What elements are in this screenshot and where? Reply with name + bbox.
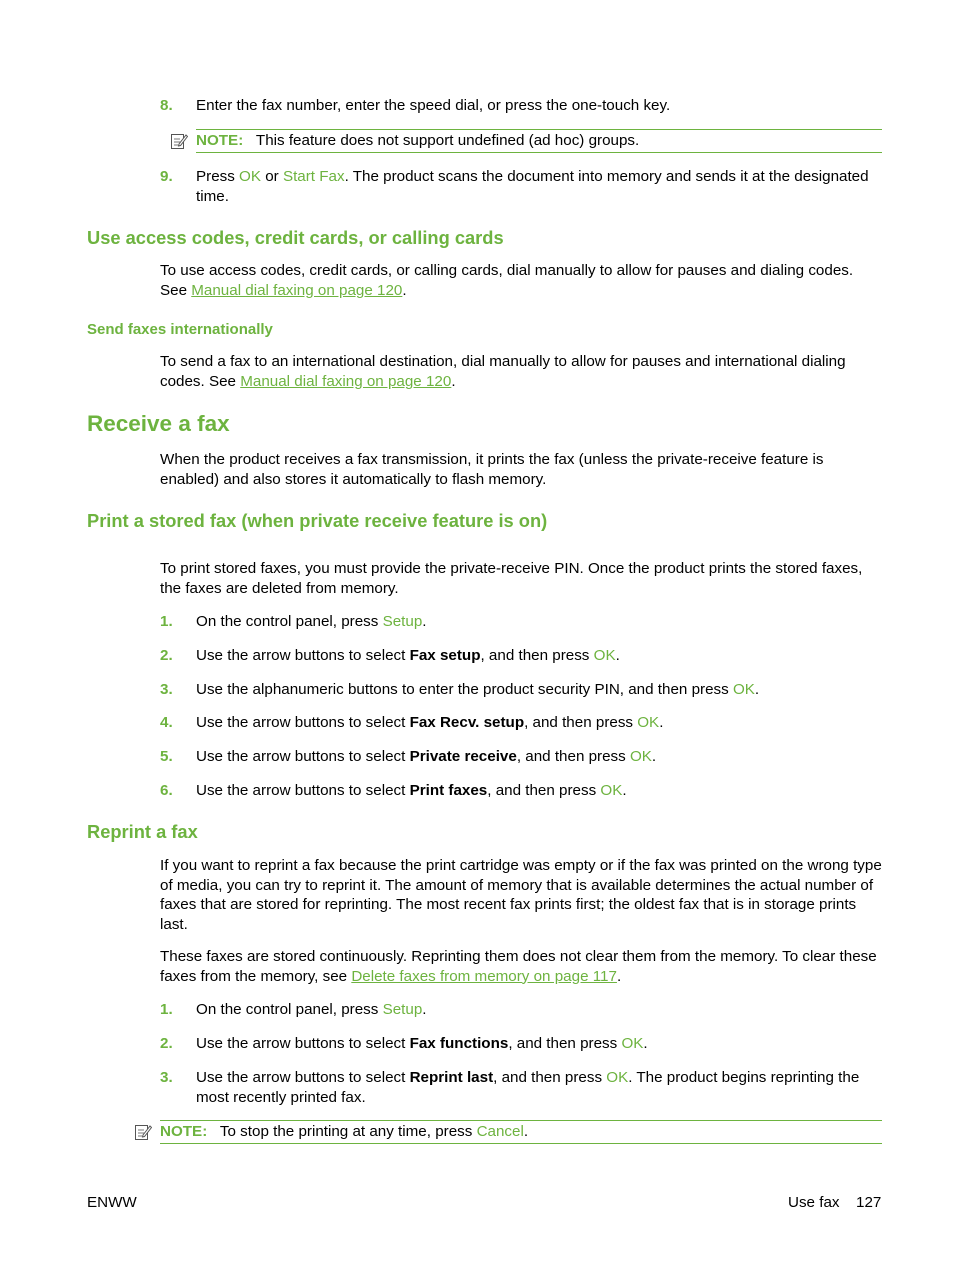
control-key: OK <box>637 714 660 731</box>
paragraph-text: . <box>402 281 407 299</box>
section-heading-international: Send faxes internationally <box>87 321 273 338</box>
step-text <box>196 747 882 767</box>
step-text-part: Use the alphanumeric buttons to enter the product security PIN, and then press <box>196 681 733 698</box>
step-text-part: Use the arrow buttons to select <box>196 1069 410 1086</box>
note-pencil-icon <box>170 132 188 150</box>
link-manual-dial-faxing[interactable]: Manual dial faxing on page 120 <box>191 281 403 299</box>
link-delete-faxes[interactable]: Delete faxes from memory on page 117 <box>351 967 617 985</box>
step-text-part: . <box>422 613 427 630</box>
menu-item-name: Fax functions <box>409 1035 509 1052</box>
note-text: To stop the printing at any time, press <box>219 1123 477 1140</box>
footer-left: ENWW <box>87 1194 137 1211</box>
step-number: 1. <box>160 613 173 630</box>
paragraph-text: . <box>616 967 622 985</box>
paragraph <box>160 261 882 300</box>
paragraph-text: These faxes are stored continuously. Reprinting them does not clear them from the memory. To clear these faxes from the memory, see <box>160 948 877 985</box>
step-number: 5. <box>160 748 173 765</box>
menu-item-name: Fax setup <box>409 647 481 664</box>
step-text-part: . <box>659 714 664 731</box>
menu-item-name: Fax Recv. setup <box>409 714 525 731</box>
control-key: OK <box>732 681 755 698</box>
step-text-part: . <box>622 782 627 799</box>
control-key: OK <box>606 1069 629 1086</box>
step-text-part: . <box>422 1001 427 1018</box>
step-text <box>196 1068 882 1107</box>
page-title-receive-fax: Receive a fax <box>87 411 230 436</box>
step-text-part: . <box>754 681 760 698</box>
step-text-part: Use the arrow buttons to select <box>196 714 410 731</box>
step-text-part: or <box>261 168 283 185</box>
step-number: 3. <box>160 681 173 698</box>
step-text-part: , and then press <box>516 748 630 765</box>
step-text-part: Use the arrow buttons to select <box>196 647 410 664</box>
note-box <box>160 1120 882 1144</box>
step-text-part: . <box>643 1035 648 1052</box>
step-text <box>196 1000 882 1020</box>
step-text-part: . <box>615 647 620 664</box>
step-text-part: . <box>651 748 657 765</box>
note-content <box>160 1122 528 1142</box>
step-text <box>196 612 882 632</box>
section-heading-print-stored-fax: Print a stored fax (when private receive feature is on) <box>87 510 548 531</box>
step-number: 3. <box>160 1069 173 1086</box>
control-key: OK <box>600 782 623 799</box>
ok-key: OK <box>239 168 261 185</box>
step-text <box>196 646 882 666</box>
paragraph <box>160 352 882 391</box>
page-number: 127 <box>856 1194 882 1211</box>
paragraph: When the product receives a fax transmission, it prints the fax (unless the private-receive feature is enabled) and also stores it automatically to flash memory. <box>160 451 824 488</box>
control-key: Setup <box>382 613 423 630</box>
cancel-key: Cancel <box>476 1123 524 1140</box>
step-number: 1. <box>160 1001 173 1018</box>
control-key: OK <box>621 1035 644 1052</box>
step-text-part: On the control panel, press <box>196 613 383 630</box>
control-key: OK <box>593 647 616 664</box>
paragraph-text: To use access codes, credit cards, or calling cards, dial manually to allow for pauses and dialing codes. See <box>160 262 854 299</box>
step-text <box>196 167 882 206</box>
link-manual-dial-faxing[interactable]: Manual dial faxing on page 120 <box>240 372 452 390</box>
note-content <box>196 131 639 151</box>
step-text-part: . The product scans the document into memory and sends it at the designated time. <box>196 168 869 205</box>
step-number: 9. <box>160 168 173 185</box>
paragraph: If you want to reprint a fax because the print cartridge was empty or if the fax was printed on the wrong type of media, you can try to reprint it. The amount of memory that is available determines the actual number of faxes that are stored for reprinting. The most recent fax prints first; the oldest fax that is in storage prints last. <box>160 857 882 933</box>
step-number: 4. <box>160 714 173 731</box>
note-text: . <box>523 1123 529 1140</box>
section-heading-reprint-fax: Reprint a fax <box>87 821 198 842</box>
step-number: 2. <box>160 1035 173 1052</box>
control-key: Setup <box>382 1001 423 1018</box>
step-number: 8. <box>160 97 173 114</box>
paragraph <box>160 947 882 986</box>
step-text <box>196 680 882 700</box>
note-pencil-icon <box>134 1123 152 1141</box>
step-number: 2. <box>160 647 173 664</box>
menu-item-name: Reprint last <box>409 1069 494 1086</box>
control-key: OK <box>629 748 652 765</box>
step-text-part: , and then press <box>480 647 594 664</box>
note-text: This feature does not support undefined (ad hoc) groups. <box>255 132 640 149</box>
step-text-part: , and then press <box>487 782 601 799</box>
menu-item-name: Print faxes <box>409 782 488 799</box>
step-text-part: Press <box>196 168 240 185</box>
step-text <box>196 1034 882 1054</box>
paragraph: To print stored faxes, you must provide the private-receive PIN. Once the product prints the stored faxes, the faxes are deleted from memory. <box>160 560 863 597</box>
footer-chapter: Use fax <box>788 1194 840 1211</box>
note-label: NOTE: <box>160 1123 208 1140</box>
paragraph-text: . <box>451 372 456 390</box>
step-text-part: Use the arrow buttons to select <box>196 748 410 765</box>
step-number: 6. <box>160 782 173 799</box>
step-text-part: , and then press <box>524 714 638 731</box>
step-text <box>196 713 882 733</box>
step-text <box>196 781 882 801</box>
step-text-part: . The product begins reprinting the most recently printed fax. <box>196 1069 860 1106</box>
paragraph-text: To send a fax to an international destination, dial manually to allow for pauses and international dialing codes. See <box>160 353 846 390</box>
note-box <box>196 129 882 153</box>
step-text: Enter the fax number, enter the speed dial, or press the one-touch key. <box>196 97 671 114</box>
step-text-part: Use the arrow buttons to select <box>196 1035 410 1052</box>
menu-item-name: Private receive <box>409 748 517 765</box>
step-text-part: Use the arrow buttons to select <box>196 782 410 799</box>
section-heading-access-codes: Use access codes, credit cards, or calling cards <box>87 227 504 248</box>
start-fax-key: Start Fax <box>282 168 345 185</box>
step-text-part: On the control panel, press <box>196 1001 383 1018</box>
note-label: NOTE: <box>196 132 244 149</box>
step-text-part: , and then press <box>508 1035 622 1052</box>
step-text-part: , and then press <box>493 1069 607 1086</box>
